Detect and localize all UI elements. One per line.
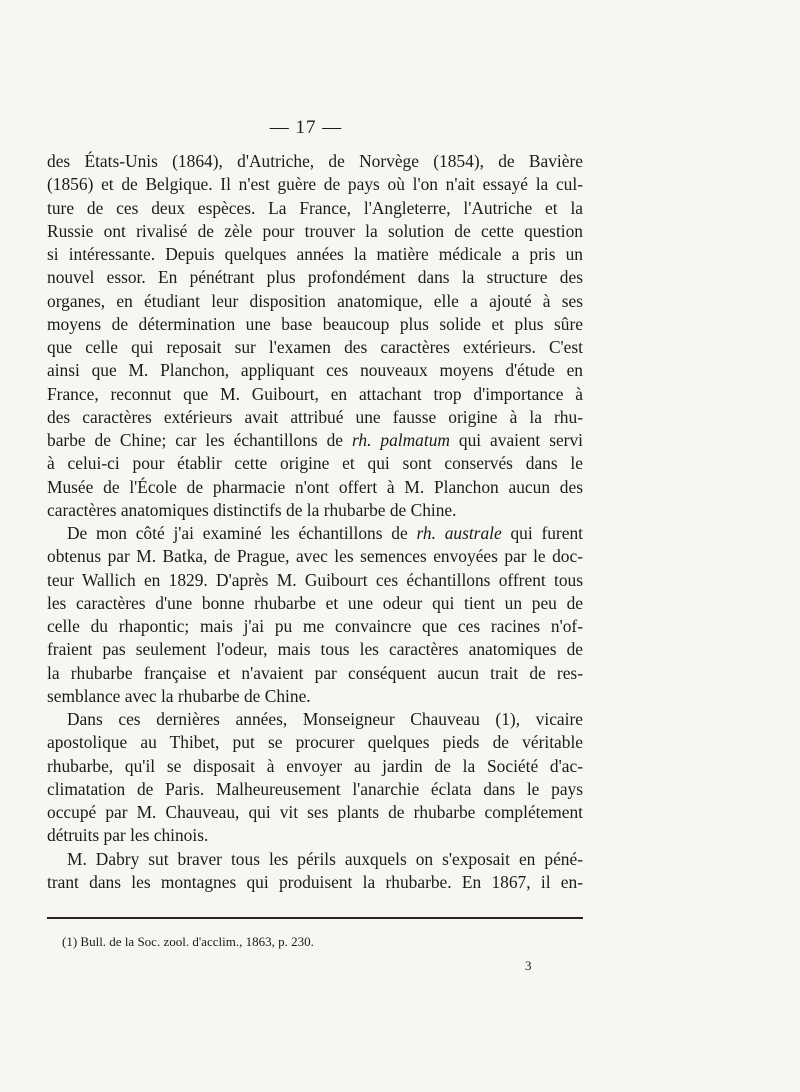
text-line: des caractères extérieurs avait attribué une fausse origine à la rhu- [47, 406, 583, 427]
text-line [47, 522, 583, 545]
text-line: obtenus par M. Batka, de Prague, avec les semences envoyées par le doc- [47, 546, 583, 567]
text-line: climatation de Paris. Malheureusement l'anarchie éclata dans le pays [47, 778, 583, 799]
text-line: teur Wallich en 1829. D'après M. Guibourt ces échantillons offrent tous [47, 569, 583, 590]
text-line: caractères anatomiques distinctifs de la rhubarbe de Chine. [47, 499, 457, 520]
text-line: fraient pas seulement l'odeur, mais tous les caractères anatomiques de [47, 639, 583, 660]
text-fragment: qui furent [501, 523, 583, 543]
text-line: Musée de l'École de pharmacie n'ont offert à M. Planchon aucun des [47, 476, 583, 497]
text-line: rhubarbe, qu'il se disposait à envoyer au jardin de la Société d'ac- [47, 755, 583, 776]
sheet-number: 3 [525, 958, 532, 973]
text-line: M. Dabry sut braver tous les périls auxquels on s'exposait en péné- [67, 848, 583, 869]
text-line: apostolique au Thibet, put se procurer quelques pieds de véritable [47, 732, 583, 753]
species-name: rh. australe [416, 523, 502, 543]
text-line: organes, en étudiant leur disposition anatomique, elle a ajouté à ses [47, 290, 583, 311]
text-line: (1856) et de Belgique. Il n'est guère de pays où l'on n'ait essayé la cul- [47, 174, 583, 195]
text-line: France, reconnut que M. Guibourt, en attachant trop d'importance à [47, 383, 583, 404]
text-fragment: barbe de Chine; car les échantillons de [47, 430, 352, 450]
text-line: semblance avec la rhubarbe de Chine. [47, 685, 311, 706]
text-line: trant dans les montagnes qui produisent la rhubarbe. En 1867, il en- [47, 871, 583, 892]
text-line: moyens de détermination une base beaucoup plus solide et plus sûre [47, 313, 583, 334]
text-line: la rhubarbe française et n'avaient par conséquent aucun trait de res- [47, 662, 583, 683]
species-name: rh. palmatum [351, 430, 450, 450]
text-line [47, 429, 583, 452]
body-text [47, 150, 583, 894]
text-line: que celle qui reposait sur l'examen des caractères extérieurs. C'est [47, 337, 583, 357]
text-line: si intéressante. Depuis quelques années la matière médicale a pris un [47, 244, 583, 264]
footnote-separator [47, 917, 583, 919]
text-line: les caractères d'une bonne rhubarbe et une odeur qui tient un peu de [47, 592, 583, 613]
text-line: ture de ces deux espèces. La France, l'Angleterre, l'Autriche et la [47, 197, 583, 218]
page-number: — 17 — [269, 117, 343, 138]
text-line: celle du rhapontic; mais j'ai pu me convaincre que ces racines n'of- [47, 616, 583, 636]
text-line: détruits par les chinois. [47, 825, 209, 846]
text-fragment: De mon côté j'ai examiné les échantillons de [67, 523, 417, 543]
text-line: occupé par M. Chauveau, qui vit ses plants de rhubarbe complétement [47, 802, 583, 822]
text-line: Dans ces dernières années, Monseigneur Chauveau (1), vicaire [67, 709, 583, 729]
footnote: (1) Bull. de la Soc. zool. d'acclim., 1863, p. 230. [62, 934, 314, 949]
text-fragment: qui avaient servi [449, 430, 583, 450]
text-line: ainsi que M. Planchon, appliquant ces nouveaux moyens d'étude en [47, 360, 583, 381]
text-line: à celui-ci pour établir cette origine et qui sont conservés dans le [47, 453, 583, 474]
text-line: nouvel essor. En pénétrant plus profondément dans la structure des [47, 267, 583, 288]
text-line: Russie ont rivalisé de zèle pour trouver la solution de cette question [47, 220, 583, 241]
text-line: des États-Unis (1864), d'Autriche, de Norvège (1854), de Bavière [47, 151, 583, 171]
